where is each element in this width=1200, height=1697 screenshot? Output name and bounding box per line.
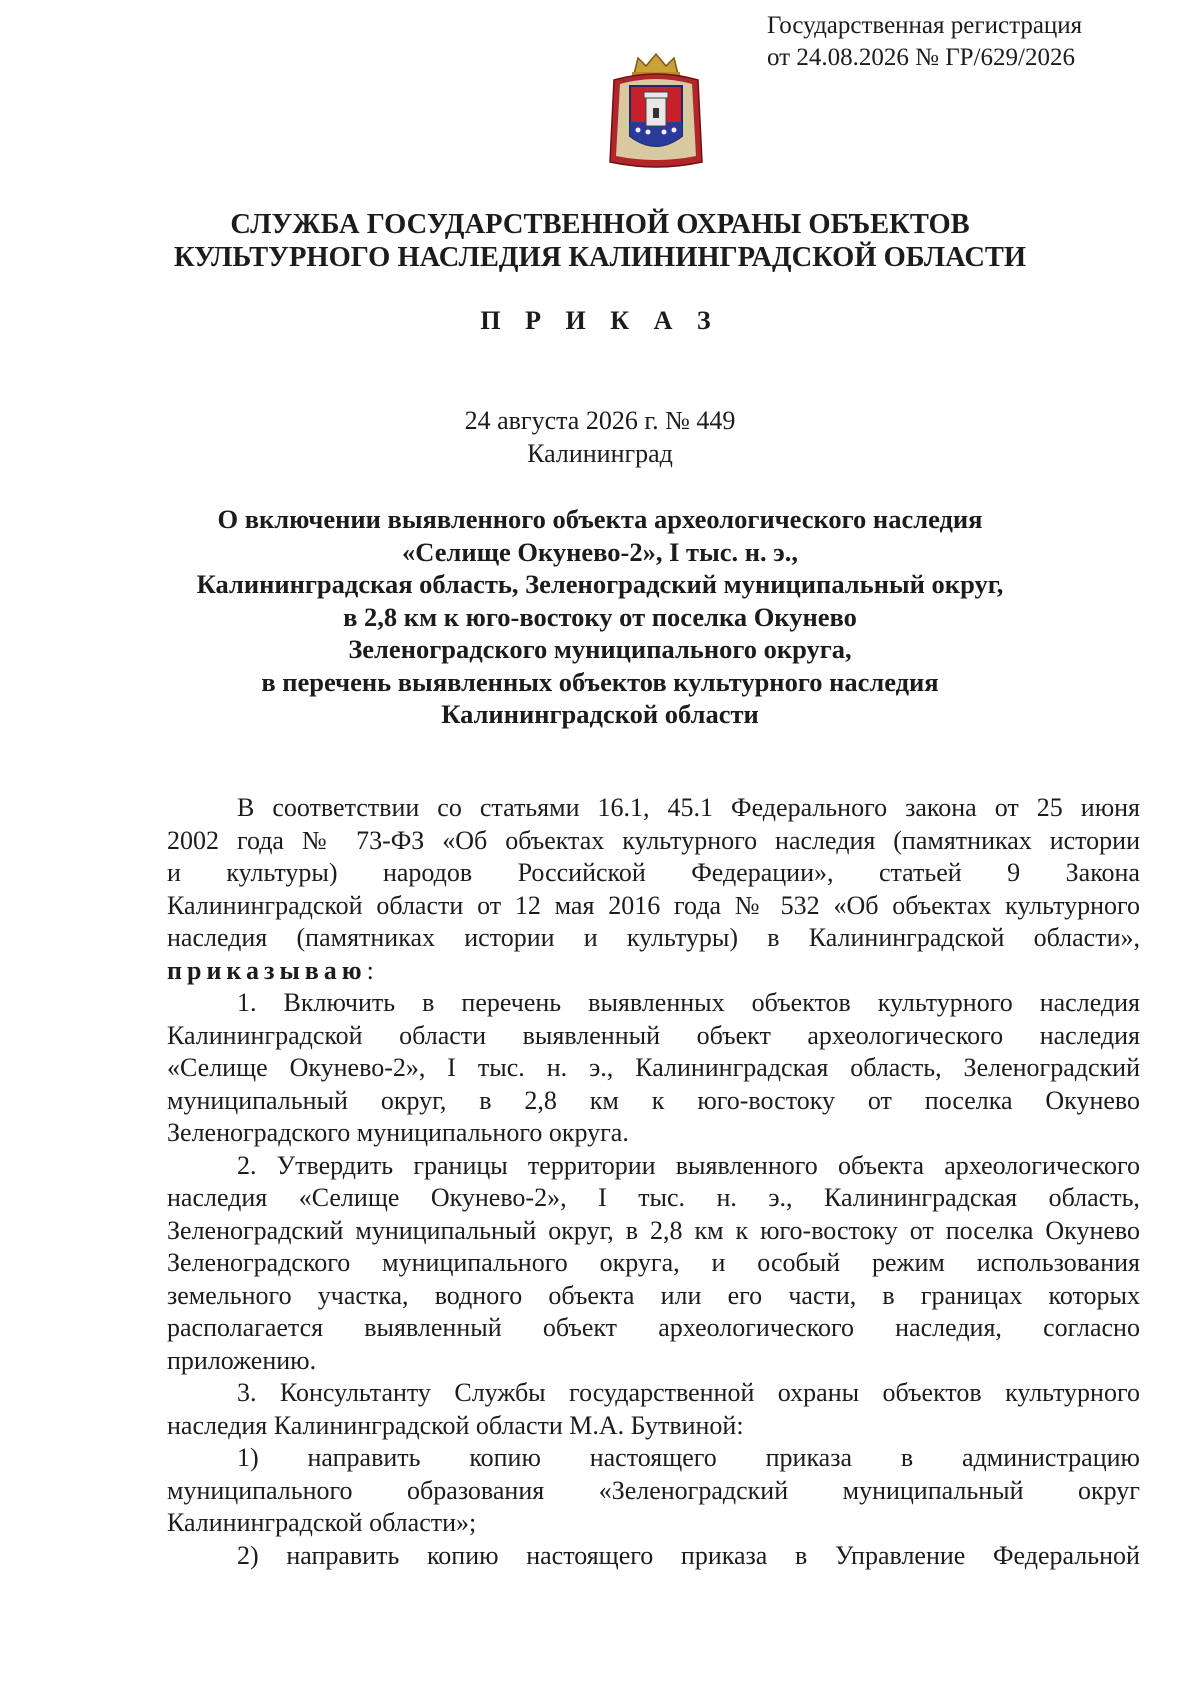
document-type: П Р И К А З [480,306,720,335]
word: наследия [167,1183,268,1212]
word: поселка [924,1085,1013,1115]
word: к [651,1085,665,1115]
subitem-1-line [167,1442,1140,1475]
word: область, [1048,1183,1140,1212]
title-line: О включении выявленного объекта археологического наследия [217,504,983,534]
date-and-number-block [0,404,1200,470]
item-2-line [167,1312,1140,1345]
word: направить [307,1443,421,1472]
word: статьей [878,858,962,887]
preamble-line: В соответствии со статьями 16.1, 45.1 Федерального закона от 25 июня [237,793,1140,822]
subitem-1-line: Калининградской области»; [167,1508,477,1537]
word: муниципального [167,1475,353,1505]
word: Закона [1065,858,1140,887]
preamble-line: 2002 года № 73-ФЗ «Об объектах культурного наследия (памятниках истории [167,825,1140,855]
word: Федеральной [993,1540,1140,1570]
date-number: 24 августа 2026 г. № 449 [464,406,736,435]
item-2-line: приложению. [167,1345,317,1375]
preamble-command [167,955,1140,988]
title-line: в 2,8 км к юго-востоку от поселка Окунево [343,601,857,632]
word: образования [407,1475,545,1505]
word: 2) [237,1540,259,1570]
word: настоящего [589,1443,717,1472]
word: н. [716,1183,737,1212]
word: Федерации», [691,858,834,887]
city: Калининград [527,439,673,468]
document-title [0,503,1200,731]
agency-line-2: КУЛЬТУРНОГО НАСЛЕДИЯ КАЛИНИНГРАДСКОЙ ОБЛАСТИ [173,242,1027,273]
word: э., [768,1183,793,1212]
preamble-line: наследия (памятниках истории и культуры) в Калининградской области», [167,923,1140,952]
word: I [598,1183,607,1212]
command-word: приказываю [167,955,367,985]
word: «Селище [298,1183,400,1212]
registration-line-2: от 24.08.2026 № ГР/629/2026 [767,44,1075,71]
word: юго-востоку [697,1085,835,1115]
item-2-line: земельного участка, водного объекта или его части, в границах которых [167,1280,1140,1310]
item-2-line: Зеленоградского муниципального округа, и особый режим использования [167,1248,1140,1277]
word: культуры) [226,858,338,887]
word: в [900,1443,914,1472]
item-1-line: Калининградской области выявленный объект археологического наследия [167,1020,1140,1050]
word: округ [1078,1475,1140,1505]
word: согласно [1043,1313,1140,1342]
subitem-2-line [167,1540,1140,1573]
word: Калининградская [824,1183,1018,1212]
word: в [795,1540,808,1570]
word: копию [469,1443,541,1472]
word: 9 [1007,858,1021,887]
word: км [589,1085,619,1115]
word: от [867,1085,892,1115]
word: 2,8 [524,1085,557,1115]
word: народов [382,858,473,887]
title-line: «Селище Окунево-2», I тыс. н. э., [402,536,798,567]
word: в [479,1085,492,1115]
title-line: в перечень выявленных объектов культурного наследия [261,666,939,697]
word: настоящего [526,1540,654,1570]
coat-of-arms-icon [604,52,708,172]
word: Окунево [1045,1085,1140,1115]
word: муниципальный [842,1475,1024,1505]
word: администрацию [961,1443,1140,1472]
word: тыс. [638,1183,686,1212]
item-2-line [167,1182,1140,1215]
word: наследия, [895,1313,1002,1342]
item-1-line: Зеленоградского муниципального округа. [167,1118,629,1147]
preamble-line: Калининградской области от 12 мая 2016 года № 532 «Об объектах культурного [167,890,1140,920]
word: 1) [237,1443,259,1472]
word: направить [286,1540,400,1570]
title-line: Зеленоградского муниципального округа, [348,634,852,664]
preamble-line [167,857,1140,890]
agency-name [0,208,1200,274]
word: «Зеленоградский [598,1475,789,1505]
word: приказа [680,1540,768,1570]
item-3-line: 3. Консультанту Службы государственной охраны объектов культурного [237,1378,1140,1407]
registration-line-1: Государственная регистрация [767,12,1083,39]
document-body [167,792,1140,1572]
item-1-line: «Селище Окунево-2», I тыс. н. э., Калининградская область, Зеленоградский [167,1053,1140,1082]
word: копию [426,1540,499,1570]
word: и [167,858,181,887]
word: муниципальный [167,1085,348,1115]
subitem-1-line [167,1475,1140,1508]
command-colon: : [366,955,374,985]
word: объект [542,1313,618,1342]
word: приказа [765,1443,853,1472]
item-2-line: 2. Утвердить границы территории выявленного объекта археологического [237,1150,1140,1180]
word: археологического [658,1313,854,1342]
agency-line-1: СЛУЖБА ГОСУДАРСТВЕННОЙ ОХРАНЫ ОБЪЕКТОВ [230,209,970,240]
word: выявленный [364,1313,502,1342]
item-2-line: Зеленоградский муниципальный округ, в 2,8 км к юго-востоку от поселка Окунево [167,1215,1140,1245]
title-line: Калининградская область, Зеленоградский муниципальный округ, [196,569,1004,599]
word: Российской [517,858,646,887]
word: располагается [167,1313,324,1342]
word: Управление [834,1540,966,1570]
registration-stamp [767,10,1082,74]
word: Окунево-2», [430,1183,567,1212]
item-3-line: наследия Калининградской области М.А. Бутвиной: [167,1410,744,1440]
item-1-line [167,1085,1140,1118]
word: округ, [380,1085,447,1115]
title-line: Калининградской области [441,699,759,729]
item-1-line: 1. Включить в перечень выявленных объектов культурного наследия [237,988,1140,1017]
